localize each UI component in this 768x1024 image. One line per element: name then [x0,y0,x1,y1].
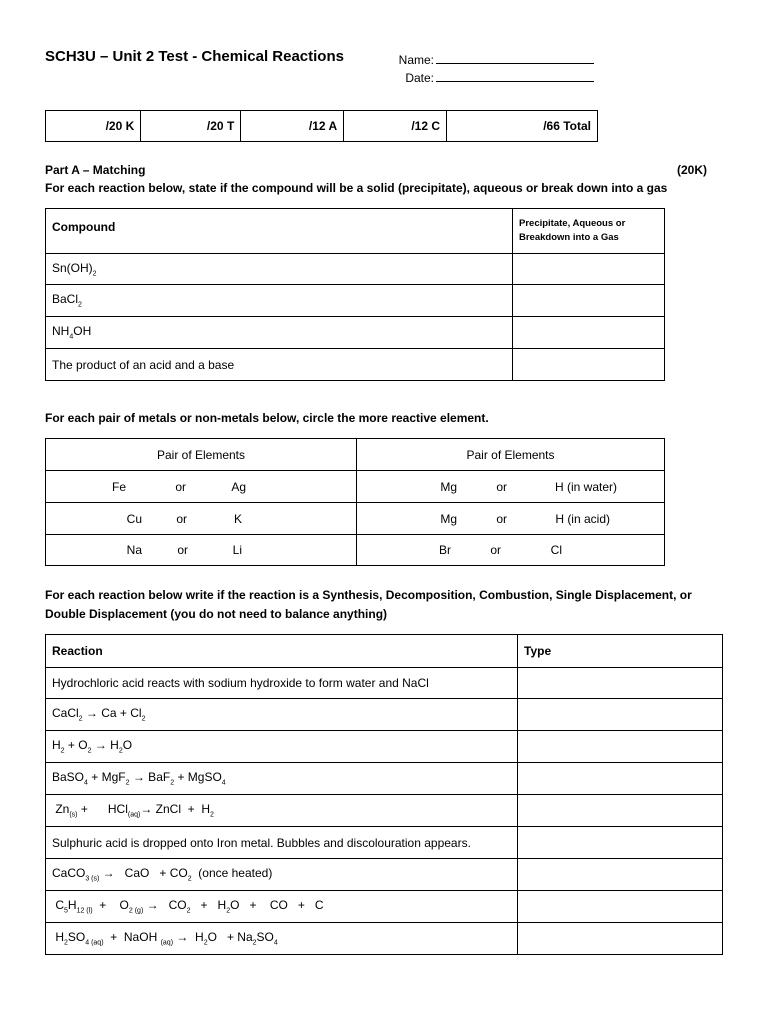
type-answer-cell[interactable] [518,923,723,955]
compound-row [46,254,513,285]
reaction-row: $Zn_{(s)}$ + HCl$_{(aq)}$→ ZnCl + $H_2$ [46,795,518,827]
element-a[interactable]: Fe [111,479,126,494]
reaction-header: Reaction [46,635,518,668]
compound-subscript: 4 [69,333,74,341]
marks-c: /12 C [344,111,447,142]
pair-cell[interactable] [46,535,357,566]
parta-points: (20K) [677,163,708,177]
or-text: or [496,511,507,526]
marks-a: /12 A [241,111,344,142]
element-a[interactable]: Br [439,543,451,557]
or-text: or [496,479,507,494]
element-a[interactable]: Mg [440,479,457,494]
reaction-row: Hydrochloric acid reacts with sodium hydroxide to form water and NaCl [46,668,518,699]
element-a[interactable]: Na [126,543,142,557]
reaction-row: $H_2SO_{4 (aq)}$ + NaOH $_{(aq)} \to H_2O + Na_2SO_4$ [46,923,518,955]
compound-formula: BaCl [52,292,79,307]
answer-cell[interactable] [513,349,665,381]
compound-formula-end: OH [73,324,92,339]
pair-cell[interactable] [357,503,665,535]
element-a[interactable]: Cu [126,511,142,526]
compound-subscript: 2 [92,270,97,278]
types-instruction-1: For each reaction below write if the reaction is a Synthesis, Decomposition, Combustion, Single Displacement, or [45,588,692,602]
reactivity-table [45,438,665,566]
reaction-row: $C_5H_{12 (l)}$ + $O_{2 (g)} \to CO_2 + H_2O$ + CO + C [46,891,518,923]
compound-row: The product of an acid and a base [46,349,513,381]
type-answer-cell[interactable] [518,859,723,891]
type-answer-cell[interactable] [518,668,723,699]
pair-cell[interactable] [46,471,357,503]
compound-row [46,285,513,317]
or-text: or [490,543,501,557]
name-line[interactable] [436,52,594,64]
or-text: or [176,511,187,526]
element-b[interactable]: K [233,511,242,526]
type-answer-cell[interactable] [518,731,723,763]
date-label: Date: [405,71,434,85]
compound-formula: NH [52,324,70,339]
pair-header-right: Pair of Elements [357,439,665,471]
page-title: SCH3U – Unit 2 Test - Chemical Reactions [45,48,344,65]
compound-table [45,208,665,381]
pair-cell[interactable] [46,503,357,535]
type-answer-cell[interactable] [518,795,723,827]
pair-cell[interactable] [357,535,665,566]
compound-formula: Sn(OH) [52,260,93,275]
element-b[interactable]: Ag [231,479,246,494]
type-header: Type [518,635,723,668]
reaction-row: BaSO$_4$ + MgF$_2$ → BaF$_2$ + MgSO$_4$ [46,763,518,795]
type-answer-cell[interactable] [518,763,723,795]
marks-k: /20 K [46,111,141,142]
reactivity-instruction: For each pair of metals or non-metals below, circle the more reactive element. [45,411,489,425]
type-answer-cell[interactable] [518,699,723,731]
state-header: Precipitate, Aqueous or Breakdown into a Gas [513,209,665,254]
types-instruction-2: Double Displacement (you do not need to balance anything) [45,607,388,621]
marks-table [45,110,598,142]
reaction-row: CaCl$_2$ → $Ca + Cl_2$ [46,699,518,731]
marks-total: /66 Total [447,111,598,142]
reaction-row: $H_2 + O_2 \to H_2O$ [46,731,518,763]
parta-heading: Part A – Matching [45,163,146,177]
compound-subscript: 2 [78,301,82,309]
answer-cell[interactable] [513,285,665,317]
element-b[interactable]: H (in acid) [555,511,610,526]
pair-cell[interactable] [357,471,665,503]
type-answer-cell[interactable] [518,827,723,859]
element-b[interactable]: Cl [550,543,562,557]
pair-header-left: Pair of Elements [46,439,357,471]
type-answer-cell[interactable] [518,891,723,923]
parta-instruction: For each reaction below, state if the compound will be a solid (precipitate), aqueous or break down into a gas [45,181,668,195]
marks-t: /20 T [141,111,241,142]
reaction-table [45,634,723,955]
element-b[interactable]: Li [232,543,242,557]
date-field[interactable] [396,70,594,85]
answer-cell[interactable] [513,254,665,285]
element-b[interactable]: H (in water) [554,479,617,494]
or-text: or [177,543,188,557]
name-label: Name: [398,53,434,67]
compound-header: Compound [46,209,513,254]
compound-row [46,317,513,349]
answer-cell[interactable] [513,317,665,349]
reaction-row: CaCO$_{3 (s)}$ → CaO + $CO_2$ (once heated) [46,859,518,891]
name-field[interactable] [396,52,594,67]
element-a[interactable]: Mg [440,511,457,526]
or-text: or [175,479,186,494]
date-line[interactable] [436,70,594,82]
reaction-row: Sulphuric acid is dropped onto Iron metal. Bubbles and discolouration appears. [46,827,518,859]
